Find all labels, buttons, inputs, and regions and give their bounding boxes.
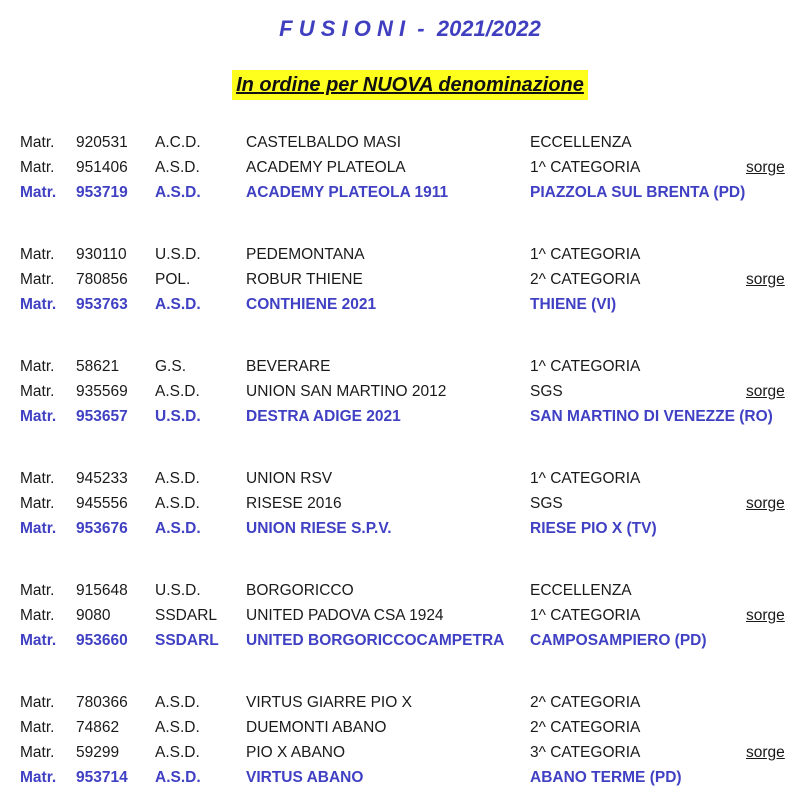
club-category: 1^ CATEGORIA: [530, 607, 641, 624]
club-type: G.S.: [155, 358, 187, 375]
merger-group: [0, 690, 800, 802]
matr-number: 915648: [76, 582, 128, 599]
matr-label: Matr.: [20, 408, 57, 425]
merging-club-row: [0, 130, 800, 155]
matr-label: Matr.: [20, 719, 55, 736]
club-type: U.S.D.: [155, 246, 201, 263]
club-name: DESTRA ADIGE 2021: [246, 408, 401, 425]
club-type: A.S.D.: [155, 159, 200, 176]
club-name: VIRTUS ABANO: [246, 769, 364, 786]
merging-club-row: [0, 267, 800, 292]
matr-label: Matr.: [20, 495, 55, 512]
club-category: ECCELLENZA: [530, 134, 632, 151]
club-name: ROBUR THIENE: [246, 271, 363, 288]
matr-label: Matr.: [20, 246, 55, 263]
club-name: UNITED BORGORICCOCAMPETRA: [246, 632, 505, 649]
sorge-note: sorge: [746, 495, 785, 512]
matr-number: 953714: [76, 769, 128, 786]
merger-group: [0, 466, 800, 578]
matr-label: Matr.: [20, 769, 57, 786]
matr-number: 953676: [76, 520, 128, 537]
new-club-row: [0, 404, 800, 429]
merging-club-row: [0, 491, 800, 516]
merging-club-row: [0, 715, 800, 740]
club-category: 1^ CATEGORIA: [530, 470, 641, 487]
matr-number: 945556: [76, 495, 128, 512]
matr-number: 951406: [76, 159, 128, 176]
club-category: 3^ CATEGORIA: [530, 744, 641, 761]
club-type: POL.: [155, 271, 191, 288]
matr-label: Matr.: [20, 271, 55, 288]
club-category: ECCELLENZA: [530, 582, 632, 599]
merger-group: [0, 354, 800, 466]
matr-number: 780366: [76, 694, 128, 711]
club-name: BEVERARE: [246, 358, 331, 375]
merging-club-row: [0, 379, 800, 404]
mergers-list: [0, 130, 800, 802]
new-club-row: [0, 292, 800, 317]
club-type: A.S.D.: [155, 744, 200, 761]
club-type: A.S.D.: [155, 495, 200, 512]
new-club-row: [0, 180, 800, 205]
subtitle-container: [0, 70, 800, 100]
matr-label: Matr.: [20, 632, 57, 649]
club-type: A.C.D.: [155, 134, 201, 151]
club-type: A.S.D.: [155, 184, 201, 201]
club-name: PIO X ABANO: [246, 744, 346, 761]
club-name: UNION RSV: [246, 470, 333, 487]
club-type: A.S.D.: [155, 383, 200, 400]
matr-number: 58621: [76, 358, 120, 375]
merger-group: [0, 578, 800, 690]
page-title: F U S I O N I - 2021/2022: [279, 16, 541, 41]
merging-club-row: [0, 578, 800, 603]
club-type: A.S.D.: [155, 694, 200, 711]
club-category: SGS: [530, 383, 563, 400]
club-name: PEDEMONTANA: [246, 246, 365, 263]
matr-number: 953657: [76, 408, 128, 425]
club-location: PIAZZOLA SUL BRENTA (PD): [530, 184, 746, 201]
club-location: SAN MARTINO DI VENEZZE (RO): [530, 408, 773, 425]
club-category: SGS: [530, 495, 563, 512]
matr-label: Matr.: [20, 358, 55, 375]
club-name: DUEMONTI ABANO: [246, 719, 387, 736]
club-name: RISESE 2016: [246, 495, 342, 512]
club-type: A.S.D.: [155, 520, 201, 537]
matr-label: Matr.: [20, 159, 55, 176]
club-name: BORGORICCO: [246, 582, 354, 599]
matr-number: 935569: [76, 383, 128, 400]
club-location: ABANO TERME (PD): [530, 769, 682, 786]
new-club-row: [0, 516, 800, 541]
club-category: 1^ CATEGORIA: [530, 159, 641, 176]
club-category: 2^ CATEGORIA: [530, 271, 641, 288]
matr-label: Matr.: [20, 694, 55, 711]
club-type: A.S.D.: [155, 470, 200, 487]
matr-label: Matr.: [20, 582, 55, 599]
club-type: A.S.D.: [155, 719, 200, 736]
merging-club-row: [0, 690, 800, 715]
matr-number: 59299: [76, 744, 120, 761]
matr-label: Matr.: [20, 383, 55, 400]
merging-club-row: [0, 603, 800, 628]
club-type: SSDARL: [155, 607, 218, 624]
subtitle: In ordine per NUOVA denominazione: [232, 70, 588, 100]
matr-label: Matr.: [20, 520, 57, 537]
matr-number: 9080: [76, 607, 111, 624]
merging-club-row: [0, 242, 800, 267]
club-type: U.S.D.: [155, 582, 201, 599]
matr-number: 953719: [76, 184, 128, 201]
club-location: THIENE (VI): [530, 296, 617, 313]
matr-number: 780856: [76, 271, 128, 288]
club-type: A.S.D.: [155, 769, 201, 786]
club-category: 1^ CATEGORIA: [530, 246, 641, 263]
matr-label: Matr.: [20, 296, 57, 313]
matr-label: Matr.: [20, 134, 55, 151]
club-name: UNION SAN MARTINO 2012: [246, 383, 447, 400]
matr-label: Matr.: [20, 744, 55, 761]
club-name: UNION RIESE S.P.V.: [246, 520, 392, 537]
club-category: 1^ CATEGORIA: [530, 358, 641, 375]
club-name: ACADEMY PLATEOLA 1911: [246, 184, 449, 201]
club-category: 2^ CATEGORIA: [530, 694, 641, 711]
merger-group: [0, 130, 800, 242]
merger-group: [0, 242, 800, 354]
matr-number: 953763: [76, 296, 128, 313]
merging-club-row: [0, 155, 800, 180]
matr-number: 920531: [76, 134, 128, 151]
matr-label: Matr.: [20, 470, 55, 487]
new-club-row: [0, 628, 800, 653]
merging-club-row: [0, 354, 800, 379]
merging-club-row: [0, 466, 800, 491]
matr-number: 945233: [76, 470, 128, 487]
sorge-note: sorge: [746, 383, 785, 400]
sorge-note: sorge: [746, 744, 785, 761]
new-club-row: [0, 765, 800, 790]
matr-number: 930110: [76, 246, 127, 263]
club-name: UNITED PADOVA CSA 1924: [246, 607, 444, 624]
matr-number: 74862: [76, 719, 120, 736]
club-name: CASTELBALDO MASI: [246, 134, 402, 151]
club-type: A.S.D.: [155, 296, 201, 313]
matr-number: 953660: [76, 632, 128, 649]
club-name: VIRTUS GIARRE PIO X: [246, 694, 412, 711]
sorge-note: sorge: [746, 607, 785, 624]
club-location: CAMPOSAMPIERO (PD): [530, 632, 707, 649]
club-type: SSDARL: [155, 632, 219, 649]
club-name: ACADEMY PLATEOLA: [246, 159, 406, 176]
club-name: CONTHIENE 2021: [246, 296, 377, 313]
sorge-note: sorge: [746, 271, 785, 288]
matr-label: Matr.: [20, 607, 55, 624]
merging-club-row: [0, 740, 800, 765]
club-location: RIESE PIO X (TV): [530, 520, 657, 537]
club-category: 2^ CATEGORIA: [530, 719, 641, 736]
club-type: U.S.D.: [155, 408, 201, 425]
sorge-note: sorge: [746, 159, 785, 176]
matr-label: Matr.: [20, 184, 57, 201]
